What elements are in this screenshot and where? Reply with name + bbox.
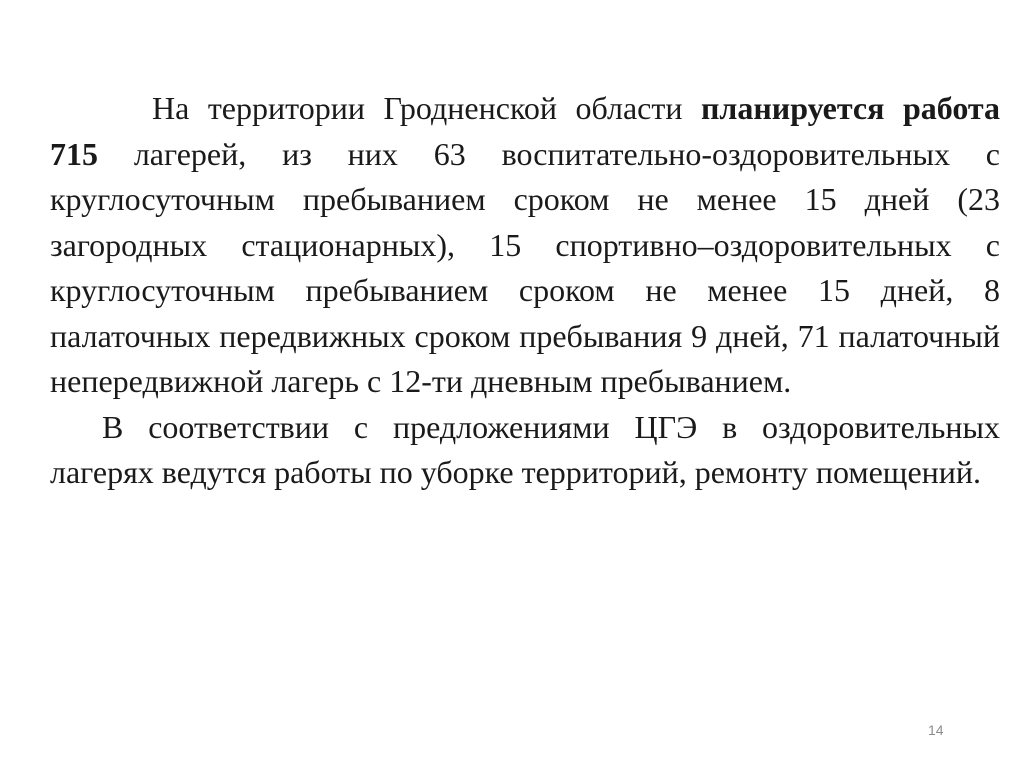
page-number: 14 [928,722,944,738]
slide-text-body [50,86,1000,496]
paragraph-1-bold-phrase: планируется работа 715 [50,90,1000,172]
paragraph-camps-overview [50,86,1000,405]
paragraph-2-text: В соответствии с предложениями ЦГЭ в оздоровительных лагерях ведутся работы по уборке территорий, ремонту помещений. [50,408,1000,490]
paragraph-1-part-1: На территории Гродненской области [152,90,701,126]
paragraph-cge-works [50,405,1000,496]
paragraph-1-part-3: лагерей, из них 63 воспитательно-оздоровительных с круглосуточным пребыванием сроком не менее 15 дней (23 загородных стационарных), 15 спортивно–оздоровительных с круглосуточным пребыванием сроком не менее 15 дней, 8 палаточных передвижных сроком пребывания 9 дней, 71 палаточный непередвижной лагерь с 12-ти дневным пребыванием. [50,135,1000,399]
